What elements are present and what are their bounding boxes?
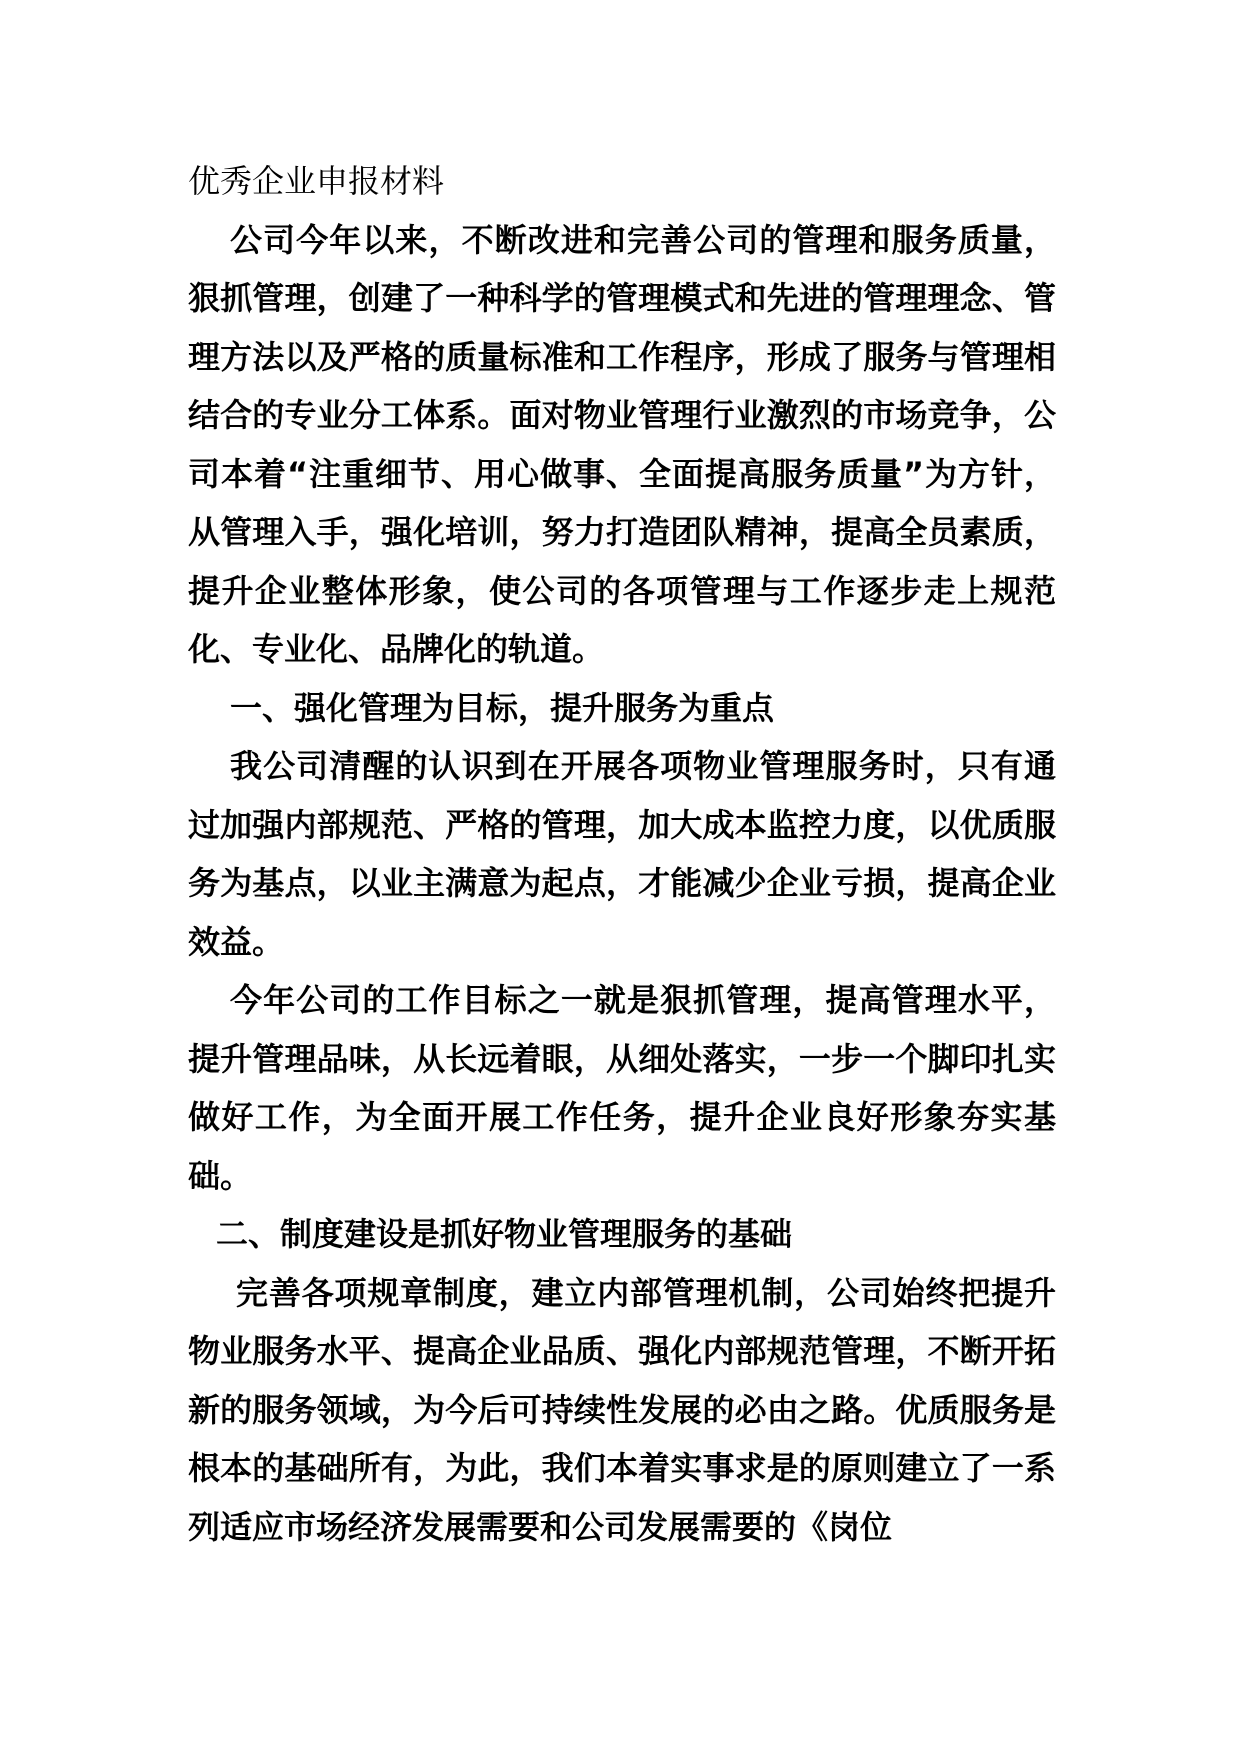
section1-paragraph-2: 今年公司的工作目标之一就是狠抓管理，提高管理水平，提升管理品味，从长远着眼，从细处落实，一步一个脚印扎实做好工作，为全面开展工作任务，提升企业良好形象夯实基础。 bbox=[188, 981, 1056, 1195]
section-heading-1: 一、强化管理为目标，提升服务为重点 bbox=[230, 688, 775, 727]
document-title: 优秀企业申报材料 bbox=[188, 162, 445, 200]
section1-paragraph-1: 我公司清醒的认识到在开展各项物业管理服务时，只有通过加强内部规范、严格的管理，加大成本监控力度，以优质服务为基点，以业主满意为起点，才能减少企业亏损，提高企业效益。 bbox=[188, 747, 1056, 961]
section-heading-2: 二、制度建设是抓好物业管理服务的基础 bbox=[216, 1215, 793, 1253]
document-body bbox=[188, 152, 1056, 1556]
section2-paragraph-1: 完善各项规章制度，建立内部管理机制，公司始终把提升物业服务水平、提高企业品质、强化内部规范管理，不断开拓新的服务领域，为今后可持续性发展的必由之路。优质服务是根本的基础所有，为此，我们本着实事求是的原则建立了一系列适应市场经济发展需要和公司发展需要的《岗位 bbox=[188, 1273, 1056, 1546]
intro-paragraph: 公司今年以来，不断改进和完善公司的管理和服务质量，狠抓管理，创建了一种科学的管理模式和先进的管理理念、管理方法以及严格的质量标准和工作程序，形成了服务与管理相结合的专业分工体系。面对物业管理行业激烈的市场竞争，公司本着“注重细节、用心做事、全面提高服务质量”为方针，从管理入手，强化培训，努力打造团队精神，提高全员素质，提升企业整体形象，使公司的各项管理与工作逐步走上规范化、专业化、品牌化的轨道。 bbox=[188, 220, 1056, 668]
